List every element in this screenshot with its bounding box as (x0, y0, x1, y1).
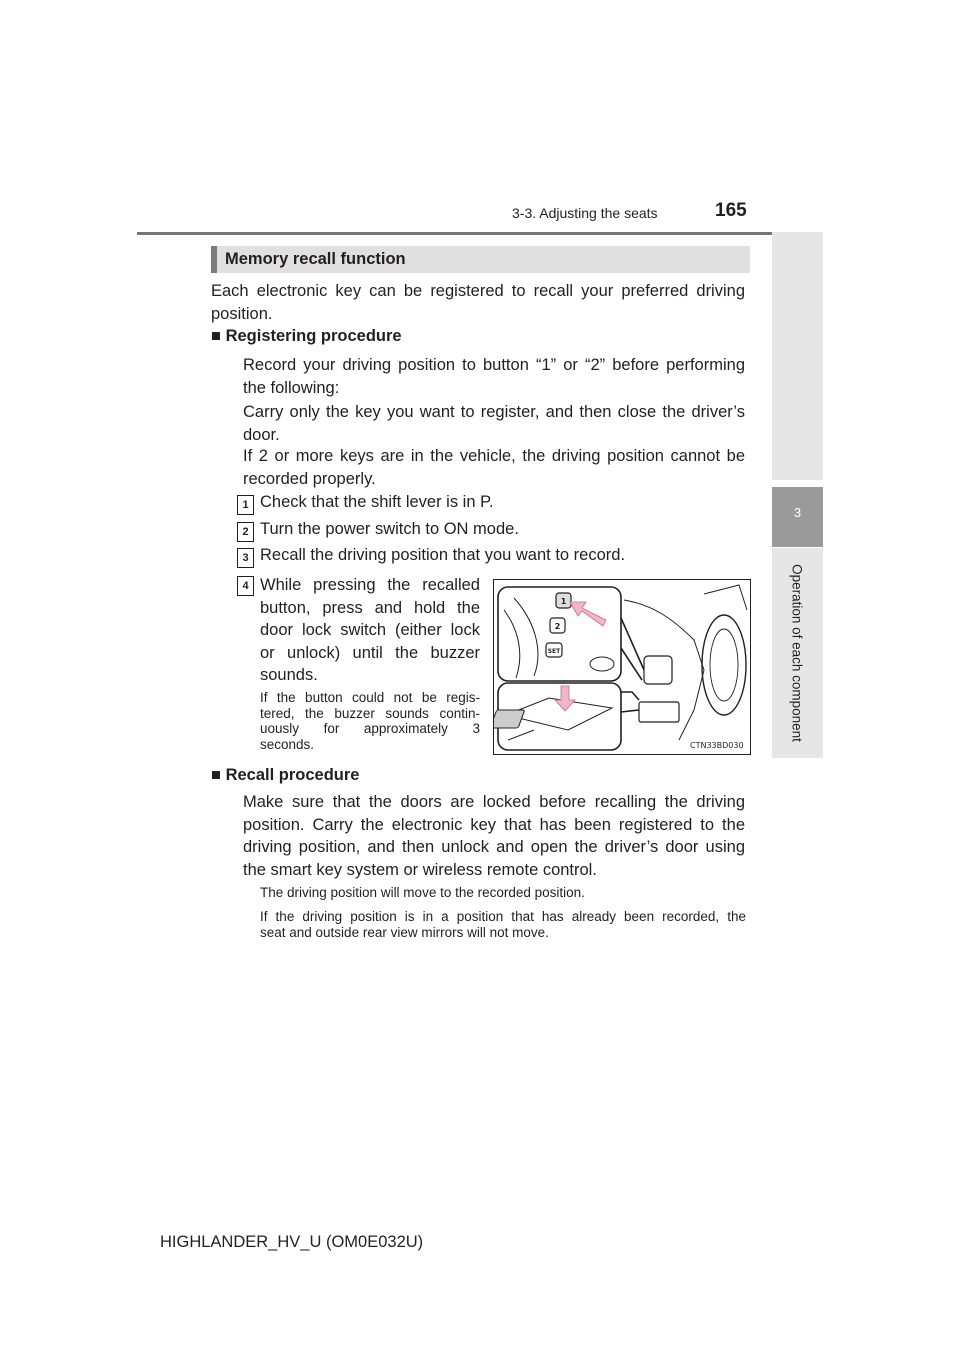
step4-line-2: button, press and hold the (260, 598, 480, 617)
callout-line-upper-2 (621, 648, 642, 680)
recall-note-2-line-2: seat and outside rear view mirrors will not move. (260, 924, 549, 940)
header-rule (137, 232, 823, 235)
chapter-title: Operation of each component (789, 564, 805, 742)
registering-paragraph-1 (243, 354, 745, 399)
recall-line-2: position. Carry the electronic key that has been registered to the (243, 815, 745, 834)
step-number-3: 3 (237, 548, 254, 568)
door-panel-drawing (494, 580, 750, 754)
reg-p2-line-1: Carry only the key you want to register, and then close the driver’s (243, 403, 745, 421)
recall-note-2-line-1: If the driving position is in a position that has already been recorded, the (260, 909, 746, 924)
steering-wheel-inner (710, 629, 738, 701)
step4-note-line-1: If the button could not be regis- (260, 690, 480, 705)
dashboard-line (704, 585, 747, 610)
reg-p3-line-1: If 2 or more keys are in the vehicle, the driving position cannot be (243, 447, 745, 465)
header-section-title: 3-3. Adjusting the seats (512, 205, 658, 221)
callout-line-lower (621, 692, 639, 700)
step-text-4 (260, 574, 480, 687)
recall-note-1: The driving position will move to the recorded position. (260, 885, 585, 900)
side-tab-top (772, 232, 823, 480)
cup-holder (590, 657, 614, 671)
window-switch-panel (639, 702, 679, 722)
figure-code: CTN33BD030 (690, 741, 744, 750)
recall-heading (211, 766, 359, 785)
step4-note (260, 690, 480, 752)
black-square-icon: ■ (211, 766, 221, 784)
step-number-1: 1 (237, 495, 254, 515)
memory-panel-small (644, 656, 672, 684)
reg-p1-line-2: the following: (243, 378, 340, 397)
step4-note-line-2: tered, the buzzer sounds contin- (260, 705, 480, 721)
step4-line-1: While pressing the recalled (260, 576, 480, 594)
intro-paragraph (211, 280, 745, 325)
step4-line-5: sounds. (260, 666, 318, 684)
callout-line-lower-2 (621, 710, 639, 712)
memory-button-1-label: 1 (560, 597, 567, 606)
step-number-4: 4 (237, 576, 254, 596)
memory-switch-illustration (493, 579, 751, 755)
recall-line-4: the smart key system or wireless remote control. (243, 860, 597, 879)
step-text-2: Turn the power switch to ON mode. (260, 520, 519, 538)
section-title: Memory recall function (225, 250, 406, 268)
section-title-accent (211, 246, 217, 273)
step4-line-3: door lock switch (either lock (260, 621, 480, 639)
registering-paragraph-2 (243, 401, 745, 446)
black-square-icon: ■ (211, 327, 221, 345)
recall-note-2 (260, 909, 746, 940)
step4-note-line-4: seconds. (260, 736, 315, 752)
registering-heading (211, 327, 402, 346)
callout-line-upper (621, 618, 644, 670)
step-number-2: 2 (237, 522, 254, 542)
intro-line-2: position. (211, 304, 273, 323)
reg-p3-line-2: recorded properly. (243, 469, 376, 488)
recall-heading-text: Recall procedure (225, 766, 360, 784)
step4-note-line-3: uously for approximately 3 (260, 721, 480, 736)
recall-paragraph (243, 791, 745, 881)
chapter-number: 3 (793, 505, 802, 520)
recall-line-3: driving position, and then unlock and open the driver’s door using (243, 838, 745, 856)
memory-button-2-label: 2 (554, 622, 561, 631)
memory-set-button-label: SET (547, 648, 561, 655)
step-text-3: Recall the driving position that you want to record. (260, 546, 626, 564)
footer-model-code: HIGHLANDER_HV_U (OM0E032U) (160, 1233, 424, 1251)
reg-p2-line-2: door. (243, 425, 280, 444)
steering-wheel (702, 615, 746, 715)
registering-heading-text: Registering procedure (225, 327, 402, 345)
reg-p1-line-1: Record your driving position to button “1” or “2” before performing (243, 356, 745, 374)
step4-line-4: or unlock) until the buzzer (260, 643, 480, 662)
recall-line-1: Make sure that the doors are locked before recalling the driving (243, 793, 745, 811)
registering-paragraph-3 (243, 445, 745, 490)
step-text-1: Check that the shift lever is in P. (260, 493, 494, 511)
intro-line-1: Each electronic key can be registered to recall your preferred driving (211, 282, 745, 300)
page-number: 165 (715, 200, 747, 221)
